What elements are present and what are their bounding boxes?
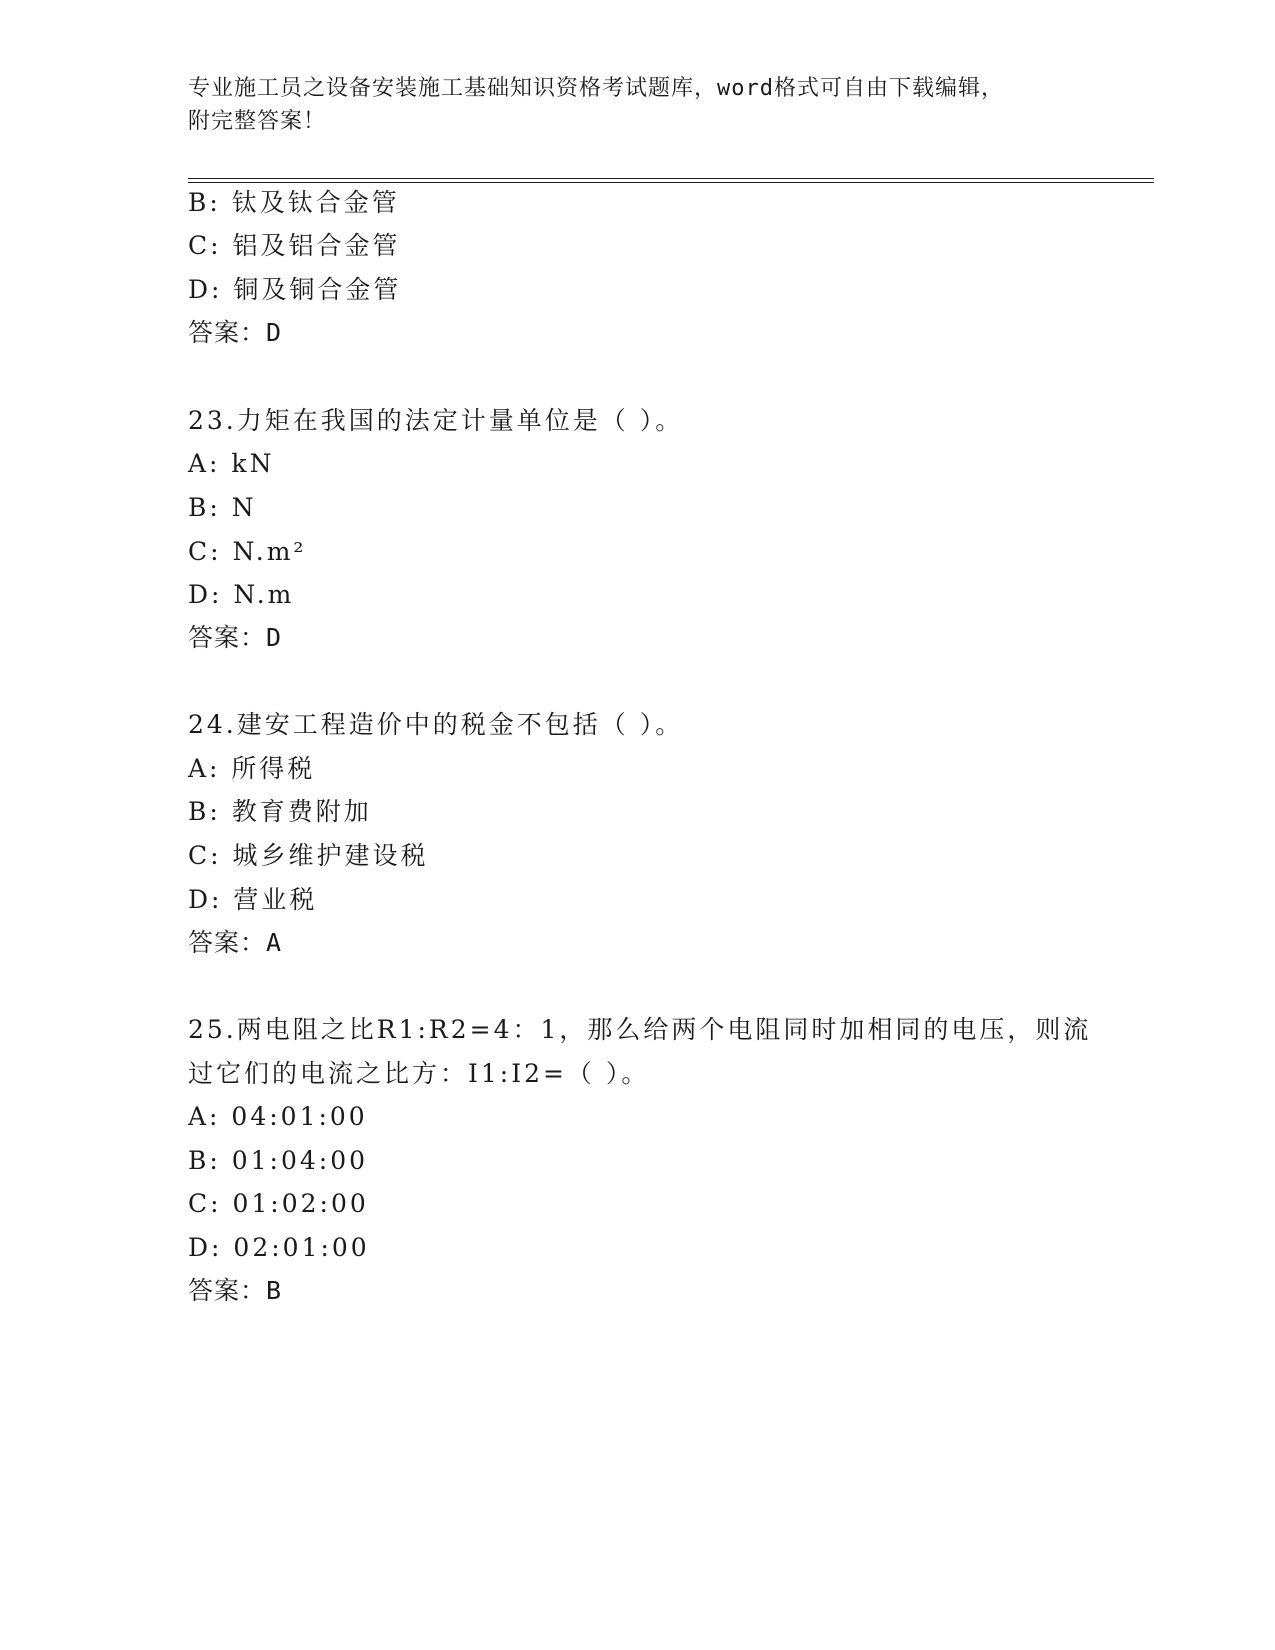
q23-option-c: C: N.m²	[188, 537, 307, 566]
q23-option-a: A: kN	[188, 449, 275, 478]
q24-option-b: B: 教育费附加	[188, 797, 372, 826]
q23-option-d: D: N.m	[188, 580, 295, 609]
q22-option-c: C: 铝及铝合金管	[188, 231, 401, 260]
q25-option-a: A: 04:01:00	[188, 1102, 368, 1131]
header-line-2: 附完整答案！	[188, 109, 327, 134]
header-divider-top	[188, 178, 1154, 179]
q23-question: 23.力矩在我国的法定计量单位是（ ）。	[188, 406, 684, 435]
q23-option-b: B: N	[188, 493, 257, 522]
q25-option-b: B: 01:04:00	[188, 1146, 369, 1175]
header-divider-bottom	[188, 182, 1154, 183]
q24-option-c: C: 城乡维护建设税	[188, 841, 429, 870]
q25-question-line-1: 25.两电阻之比R1:R2=4：1，那么给两个电阻同时加相同的电压，则流	[188, 1015, 1092, 1044]
q24-option-a: A: 所得税	[188, 754, 316, 783]
q24-question: 24.建安工程造价中的税金不包括（ ）。	[188, 710, 684, 739]
q25-answer: 答案：B	[188, 1276, 283, 1305]
q22-answer: 答案：D	[188, 318, 283, 347]
q25-option-c: C: 01:02:00	[188, 1189, 369, 1218]
q22-option-d: D: 铜及铜合金管	[188, 275, 402, 304]
q22-option-b: B: 钛及钛合金管	[188, 188, 400, 217]
q25-question-line-2: 过它们的电流之比方：I1:I2=（ ）。	[188, 1059, 650, 1088]
q24-answer: 答案：A	[188, 928, 283, 957]
q23-answer: 答案：D	[188, 623, 283, 652]
header-line-1: 专业施工员之设备安装施工基础知识资格考试题库，word格式可自由下载编辑，	[188, 76, 1004, 101]
document-header	[188, 72, 1088, 138]
q24-option-d: D: 营业税	[188, 885, 318, 914]
q25-option-d: D: 02:01:00	[188, 1233, 370, 1262]
